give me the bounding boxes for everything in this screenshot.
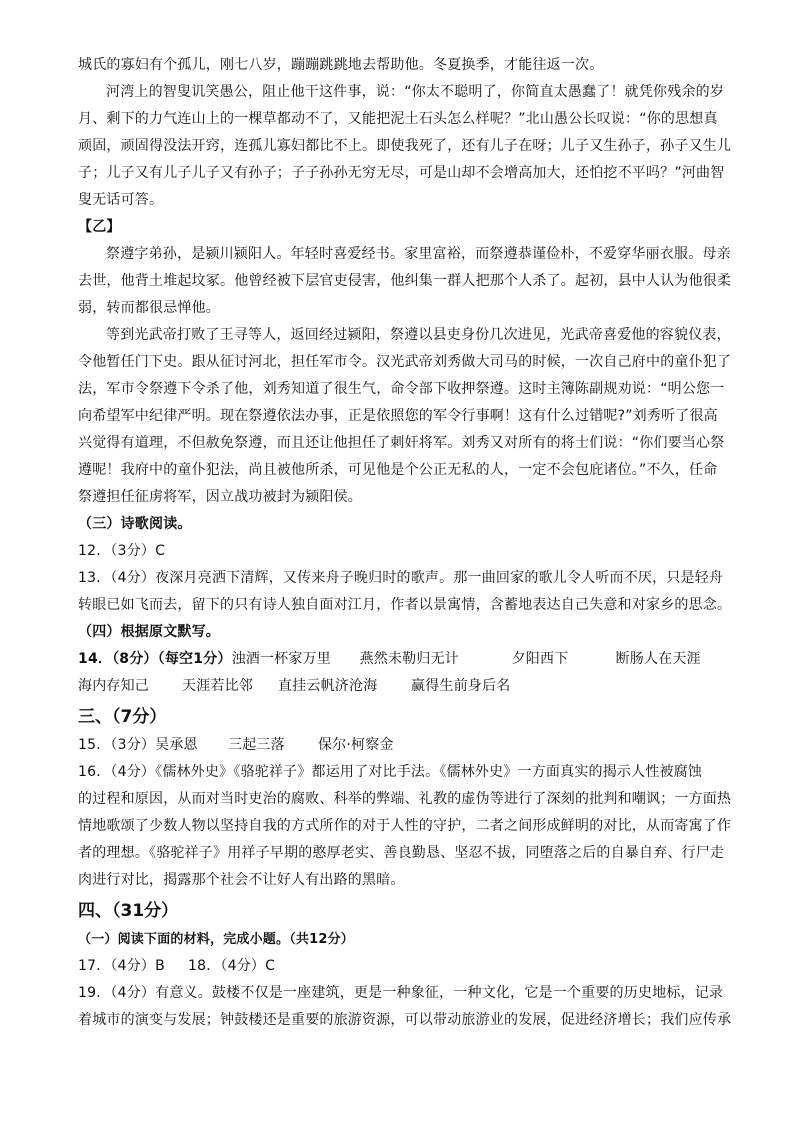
q14-answer: 浊酒一杯家万里 xyxy=(231,651,331,667)
paragraph-line: 弱，转而都很忌惮他。 xyxy=(78,300,220,316)
paragraph-line: 月、剩下的力气连山上的一棵草都动不了，又能把泥土石头怎么样呢？”北山愚公长叹说：“你的思想真 xyxy=(78,111,718,127)
paragraph-line: 兴觉得有道理，不但赦免祭遵，而且还让他担任了刺奸将军。刘秀又对所有的将士们说：“你们要当心祭 xyxy=(78,435,725,451)
paragraph-line: 12．（3分）C xyxy=(78,543,166,559)
paragraph-line: 13．（4分）夜深月亮洒下清辉，又传来舟子晚归时的歌声。那一曲回家的歌儿令人听而不厌，只是轻舟 xyxy=(78,570,724,586)
q14-answer: 夕阳西下 xyxy=(511,651,569,667)
paragraph-line: 子；儿子又有儿子儿子又有孙子；子子孙孙无穷无尽，可是山却不会增高加大，还怕挖不平吗？”河曲智 xyxy=(78,165,725,181)
q14-answer: 燕然未勒归无计 xyxy=(359,651,459,667)
q14-row-2 xyxy=(78,673,718,700)
section-heading: （四）根据原文默写。 xyxy=(78,624,220,640)
document-page xyxy=(78,52,732,1034)
section-heading: 【乙】 xyxy=(78,219,121,235)
q15-answer: 三起三落 xyxy=(228,737,285,753)
q14-answer: 海内存知己 xyxy=(78,678,149,694)
paragraph-line: 祭遵字弟孙，是颍川颍阳人。年轻时喜爱经书。家里富裕，而祭遵恭谨俭朴，不爱穿华丽衣服。母亲 xyxy=(106,246,731,262)
q17-18-line xyxy=(78,953,718,980)
q19-line: 19．（4分）有意义。鼓楼不仅是一座建筑，更是一种象征，一种文化，它是一个重要的历史地标，记录 xyxy=(78,985,724,1001)
paragraph-line: 等到光武帝打败了王寻等人，返回经过颍阳，祭遵以县吏身份几次进见，光武帝喜爱他的容貌仪表， xyxy=(106,327,731,343)
q14-label: 14．（8分）（每空1分） xyxy=(78,651,232,667)
text-block xyxy=(78,52,732,646)
paragraph-line: 城氏的寡妇有个孤儿，刚七八岁，蹦蹦跳跳地去帮助他。冬夏换季，才能往返一次。 xyxy=(78,57,604,73)
q17-answer: 17．（4分）B xyxy=(78,958,165,974)
paragraph-line: 河湾上的智叟讥笑愚公，阻止他干这件事，说：“你太不聪明了，你简直太愚蠢了！就凭你残余的岁 xyxy=(106,84,725,100)
q16-line: 情地歌颂了少数人物以坚持自我的方式所作的对于人性的守护，二者之间形成鲜明的对比，从而寄寓了作 xyxy=(78,818,732,834)
q14-answer: 断肠人在天涯 xyxy=(615,651,701,667)
paragraph-line: 遵呢！我府中的童仆犯法，尚且被他所杀，可见他是个公正无私的人，一定不会包庇诸位。”不久，任命 xyxy=(78,462,718,478)
paragraph-line: 顽固，顽固得没法开窍，连孤儿寡妇都比不上。即使我死了，还有儿子在呀；儿子又生孙子，孙子又生儿 xyxy=(78,138,732,154)
q14-row-1 xyxy=(78,646,718,673)
q16-line: 的过程和原因，从而对当时吏治的腐败、科举的弊端、礼教的虚伪等进行了深刻的批判和嘲讽；一方面热 xyxy=(78,791,732,807)
q15-line xyxy=(78,732,718,759)
q16-line: 16．（4分）《儒林外史》《骆驼祥子》都运用了对比手法。《儒林外史》一方面真实的揭示人性被腐蚀 xyxy=(78,764,703,780)
paragraph-line: 去世，他背土堆起坟冢。他曾经被下层官吏侵害，他纠集一群人把那个人杀了。起初，县中人认为他很柔 xyxy=(78,273,732,289)
paragraph-line: 向希望军中纪律严明。现在祭遵依法办事，正是依照您的军令行事啊！这有什么过错呢?”刘秀听了很高 xyxy=(78,408,718,424)
paragraph-line: 叟无话可答。 xyxy=(78,192,164,208)
q19-line: 着城市的演变与发展；钟鼓楼还是重要的旅游资源，可以带动旅游业的发展，促进经济增长；我们应传承 xyxy=(78,1012,732,1028)
q16-line: 者的理想。《骆驼祥子》用祥子早期的憨厚老实、善良勤恳、坚忍不拔，同堕落之后的自暴自弃、行尸走 xyxy=(78,845,725,861)
q18-answer: 18．（4分）C xyxy=(188,958,276,974)
paragraph-line: 法，军市令祭遵下令杀了他，刘秀知道了很生气，命令部下收押祭遵。这时主簿陈副规劝说：“明公您一 xyxy=(78,381,725,397)
section-4-heading: 四、（31分） xyxy=(78,901,179,921)
paragraph-line: 转眼已如飞而去，留下的只有诗人独自面对江月，作者以景寓情，含蓄地表达自己失意和对家乡的思念。 xyxy=(78,597,732,613)
section-4-sub-heading: （一）阅读下面的材料，完成小题。（共12分） xyxy=(78,932,354,947)
q15-answer: 15．（3分）吴承恩 xyxy=(78,737,198,753)
section-heading: （三）诗歌阅读。 xyxy=(78,516,192,532)
paragraph-line: 祭遵担任征虏将军，因立战功被封为颍阳侯。 xyxy=(78,489,362,505)
paragraph-line: 令他暂任门下史。跟从征讨河北，担任军市令。汉光武帝刘秀做大司马的时候，一次自己府中的童仆犯了 xyxy=(78,354,732,370)
q14-answer: 赢得生前身后名 xyxy=(411,678,511,694)
q14-answer: 直挂云帆济沧海 xyxy=(278,678,378,694)
section-3-heading: 三、（7分） xyxy=(78,707,167,727)
q15-answer: 保尔·柯察金 xyxy=(318,737,394,753)
q14-answer: 天涯若比邻 xyxy=(182,678,253,694)
q16-line: 肉进行对比，揭露那个社会不让好人有出路的黑暗。 xyxy=(78,872,405,888)
